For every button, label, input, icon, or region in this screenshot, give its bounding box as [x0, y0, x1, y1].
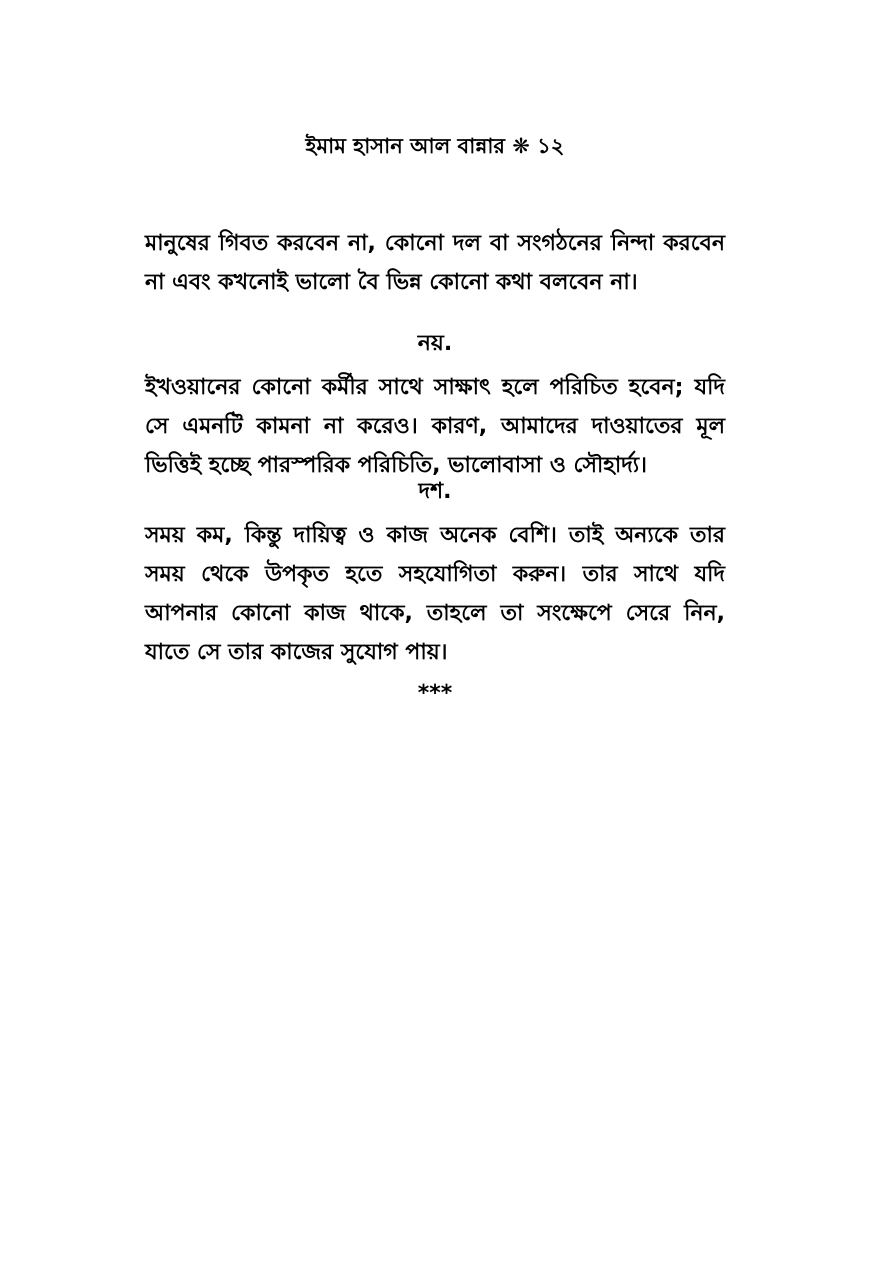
running-head: ইমাম হাসান আল বান্নার ❋ ১২	[305, 134, 565, 158]
paragraph-1: মানুষের গিবত করবেন না, কোনো দল বা সংগঠনের নিন্দা করবেন না এবং কখনোই ভালো বৈ ভিন্ন কোনো কথা বলবেন না।	[145, 231, 725, 295]
end-mark: ***	[417, 681, 453, 706]
paragraph-2: ইখওয়ানের কোনো কর্মীর সাথে সাক্ষাৎ হলে পরিচিত হবেন; যদি সে এমনটি কামনা না করেও। কারণ, আমাদের দাওয়াতের মূল ভিত্তিই হচ্ছে পারস্পরিক পরিচিতি, ভালোবাসা ও সৌহার্দ্য।	[145, 375, 725, 478]
paragraph-3: সময় কম, কিন্তু দায়িত্ব ও কাজ অনেক বেশি। তাই অন্যকে তার সময় থেকে উপকৃত হতে সহযোগিতা করুন। তার সাথে যদি আপনার কোনো কাজ থাকে, তাহলে তা সংক্ষেপে সেরে নিন, যাতে সে তার কাজের সুযোগ পায়।	[145, 523, 725, 665]
section-heading-ten: দশ.	[418, 479, 452, 504]
section-heading-nine: নয়.	[417, 331, 453, 356]
